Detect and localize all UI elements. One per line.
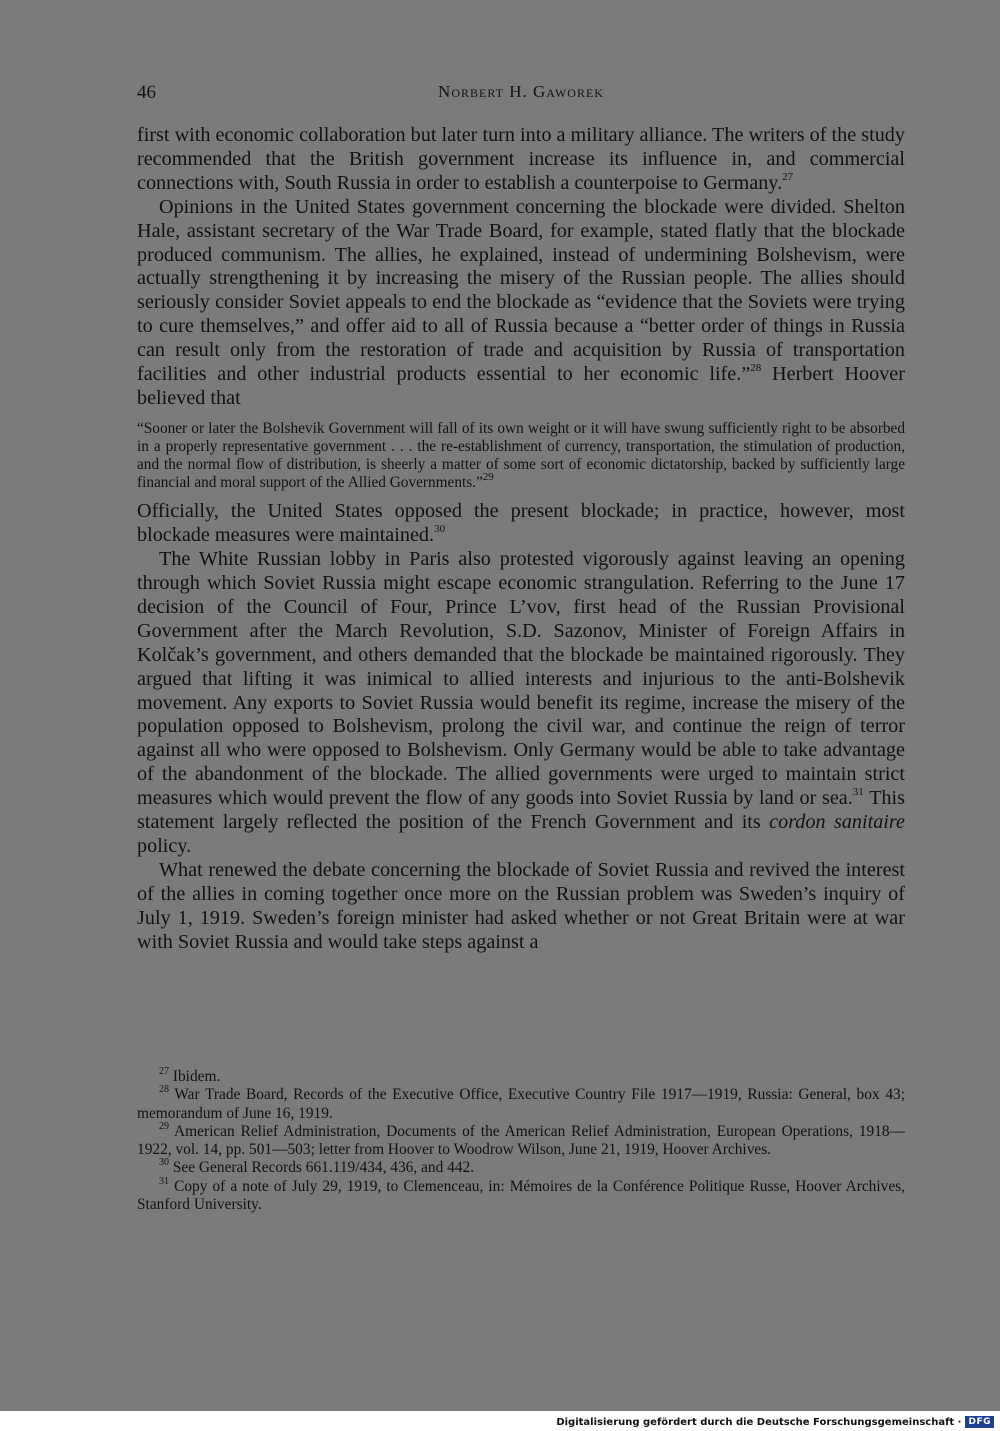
paragraph-1: first with economic collaboration but later turn into a military alliance. The writers of the study recommended that the British government increase its influence in, and commercial connections with, South Russia in order to establish a counterpoise to Germany.$^{27}$ bbox=[137, 124, 905, 194]
footnote-ref-31: 31 bbox=[852, 786, 864, 799]
footnote: $^{28}$ War Trade Board, Records of the Executive Office, Executive Country File 1917—1919, Russia: General, box 43; memorandum of June 16, 1919. bbox=[137, 1084, 905, 1122]
digitization-credit bbox=[556, 1415, 994, 1429]
block-quote: “Sooner or later the Bolshevik Government will fall of its own weight or it will have swung sufficiently right to be absorbed in a properly representative government . . . the re-establishment of currency, transportation, the stimulation of production, and the normal flow of distribution, is sheerly a matter of some sort of economic dictatorship, backed by sufficiently large financial and moral support of the Allied Governments.”$^{29}$ bbox=[137, 419, 905, 492]
paragraph-5: What renewed the debate concerning the blockade of Soviet Russia and revived the interest of the allies in coming together once more on the Russian problem was Sweden’s inquiry of July 1, 1919. Sweden’s foreign minister had asked whether or not Great Britain were at war with Soviet Russia and would take steps against a bbox=[137, 858, 905, 953]
footnote-ref-27: 27 bbox=[782, 171, 794, 184]
footnote: $^{27}$ Ibidem. bbox=[159, 1065, 221, 1085]
italic-phrase: cordon sanitaire bbox=[769, 811, 905, 834]
footnote: $^{31}$ Copy of a note of July 29, 1919, to Clemenceau, in: Mémoires de la Conférence Politique Russe, Hoover Archives, Stanford University. bbox=[137, 1175, 905, 1214]
footnote: $^{29}$ American Relief Administration, Documents of the American Relief Administration, European Operations, 1918—1922, vol. 14, pp. 501—503; letter from Hoover to Woodrow Wilson, June 21, 1919, Hoover Archives. bbox=[137, 1120, 905, 1159]
credit-text: Digitalisierung gefördert durch die Deutsche Forschungsgemeinschaft · bbox=[556, 1416, 962, 1428]
paragraph-3: Officially, the United States opposed the present blockade; in practice, however, most blockade measures were maintained.$^{30}$ bbox=[137, 500, 905, 547]
footnote-ref-30: 30 bbox=[434, 523, 446, 536]
paragraph-4: The White Russian lobby in Paris also protested vigorously against leaving an opening through which Soviet Russia might escape economic strangulation. Referring to the June 17 decision of the Council of Four, Prince L’vov, first head of the Russian Provisional Government after the March Revolution, S.D. Sazonov, Minister of Foreign Affairs in Kolčak’s government, and others demanded that the blockade be maintained rigorously. They argued that lifting it was inimical to allied interests and injurious to the anti-Bolshevik movement. Any exports to Soviet Russia would benefit its regime, increase the misery of the population opposed to Bolshevism, prolong the civil war, and continue the reign of terror against all who were opposed to Bolshevism. Only Germany would be able to take advantage of the abandonment of the blockade. The allied governments were urged to maintain strict measures which would prevent the flow of any goods into Soviet Russia by land or sea.$^{31}$ This statement largely reflected the position of the French Government and its cordon sanitaire policy. bbox=[137, 548, 905, 857]
running-head bbox=[137, 82, 905, 108]
footnote: $^{30}$ See General Records 661.119/434, 436, and 442. bbox=[159, 1157, 475, 1177]
footnote-ref-29: 29 bbox=[482, 471, 494, 484]
footnote-ref-28: 28 bbox=[750, 362, 762, 375]
body-text bbox=[137, 124, 905, 954]
page-number: 46 bbox=[137, 82, 156, 103]
footnotes bbox=[137, 1065, 905, 1214]
dfg-logo-icon: DFG bbox=[965, 1416, 994, 1428]
paragraph-2: Opinions in the United States government concerning the blockade were divided. Shelton Hale, assistant secretary of the War Trade Board, for example, stated flatly that the blockade produced communism. The allies, he explained, instead of undermining Bolshevism, were actually strengthening it by increasing the misery of the Russian people. The allies should seriously consider Soviet appeals to end the blockade as “evidence that the Soviets were trying to cure themselves,” and offer aid to all of Russia because a “better order of things in Russia can result only from the restoration of trade and acquisition by Russia of transportation facilities and other industrial products essential to her economic life.”$^{28}$ Herbert Hoover believed that bbox=[137, 195, 905, 409]
running-title: Norbert H. Gaworek bbox=[438, 82, 604, 101]
